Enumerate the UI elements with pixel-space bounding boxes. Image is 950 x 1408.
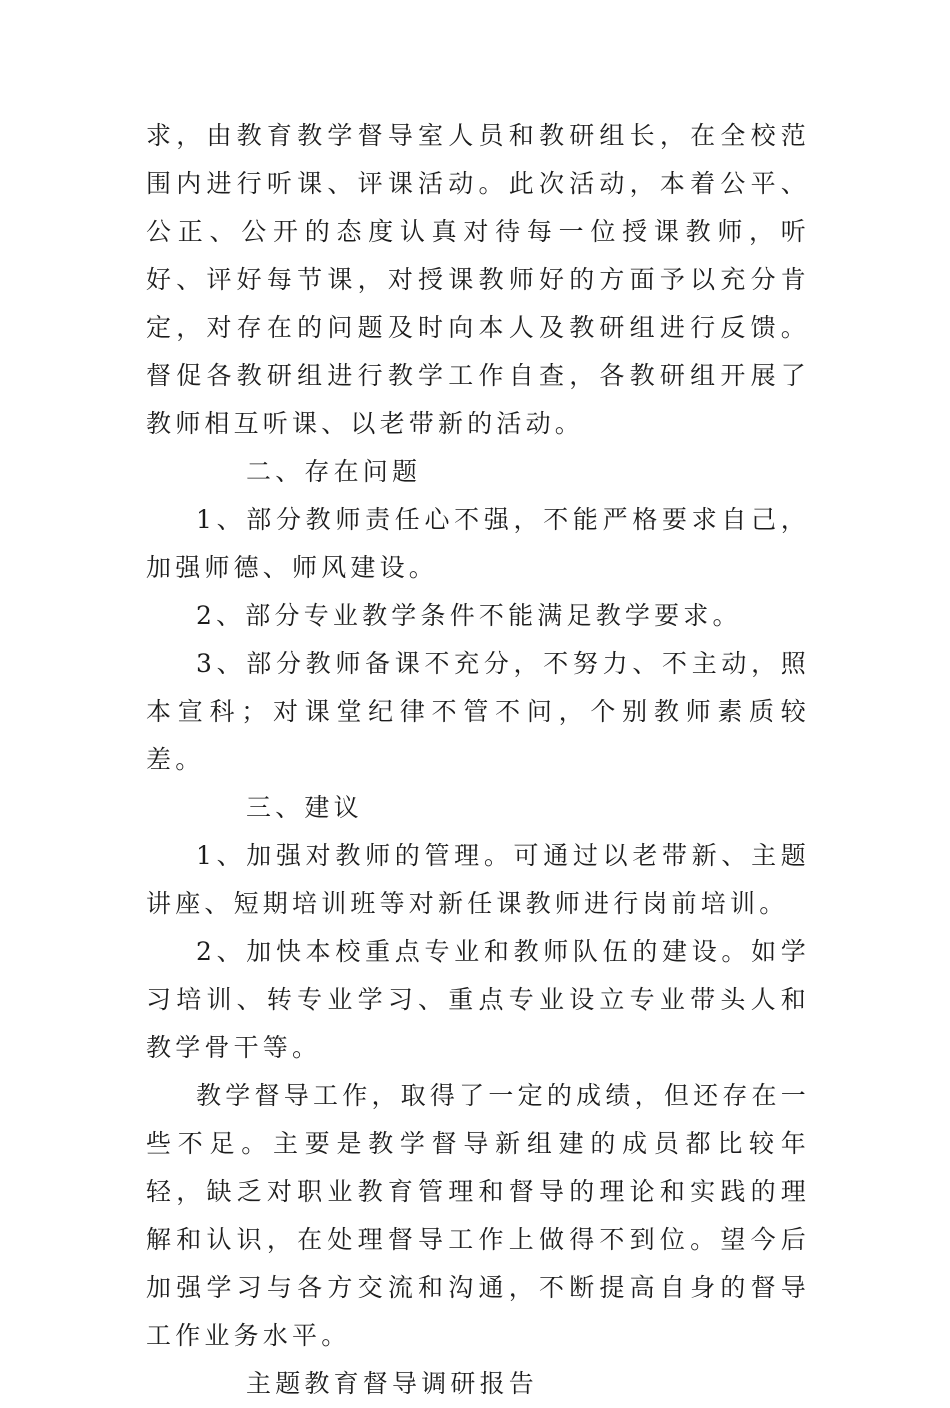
section-heading-problems: 二、存在问题 xyxy=(246,457,422,486)
suggestion-item-2: 2、加快本校重点专业和教师队伍的建设。如学习培训、转专业学习、重点专业设立专业带头人和教学骨干等。 xyxy=(146,937,810,1062)
document-body xyxy=(146,112,810,1408)
suggestion-item-1: 1、加强对教师的管理。可通过以老带新、主题讲座、短期培训班等对新任课教师进行岗前培训。 xyxy=(146,841,810,918)
problem-item-3: 3、部分教师备课不充分，不努力、不主动，照本宣科；对课堂纪律不管不问，个别教师素质较差。 xyxy=(146,649,810,774)
paragraph-conclusion: 教学督导工作，取得了一定的成绩，但还存在一些不足。主要是教学督导新组建的成员都比较年轻，缺乏对职业教育管理和督导的理论和实践的理解和认识，在处理督导工作上做得不到位。望今后加强学习与各方交流和沟通，不断提高自身的督导工作业务水平。 xyxy=(146,1081,810,1350)
next-report-title: 主题教育督导调研报告 xyxy=(246,1369,539,1398)
paragraph-activity-summary: 求，由教育教学督导室人员和教研组长，在全校范围内进行听课、评课活动。此次活动，本着公平、公正、公开的态度认真对待每一位授课教师，听好、评好每节课，对授课教师好的方面予以充分肯定，对存在的问题及时向本人及教研组进行反馈。督促各教研组进行教学工作自查，各教研组开展了教师相互听课、以老带新的活动。 xyxy=(146,121,810,438)
problem-item-2: 2、部分专业教学条件不能满足教学要求。 xyxy=(196,601,742,630)
section-heading-suggestions: 三、建议 xyxy=(246,793,363,822)
problem-item-1: 1、部分教师责任心不强，不能严格要求自己，加强师德、师风建设。 xyxy=(146,505,810,582)
